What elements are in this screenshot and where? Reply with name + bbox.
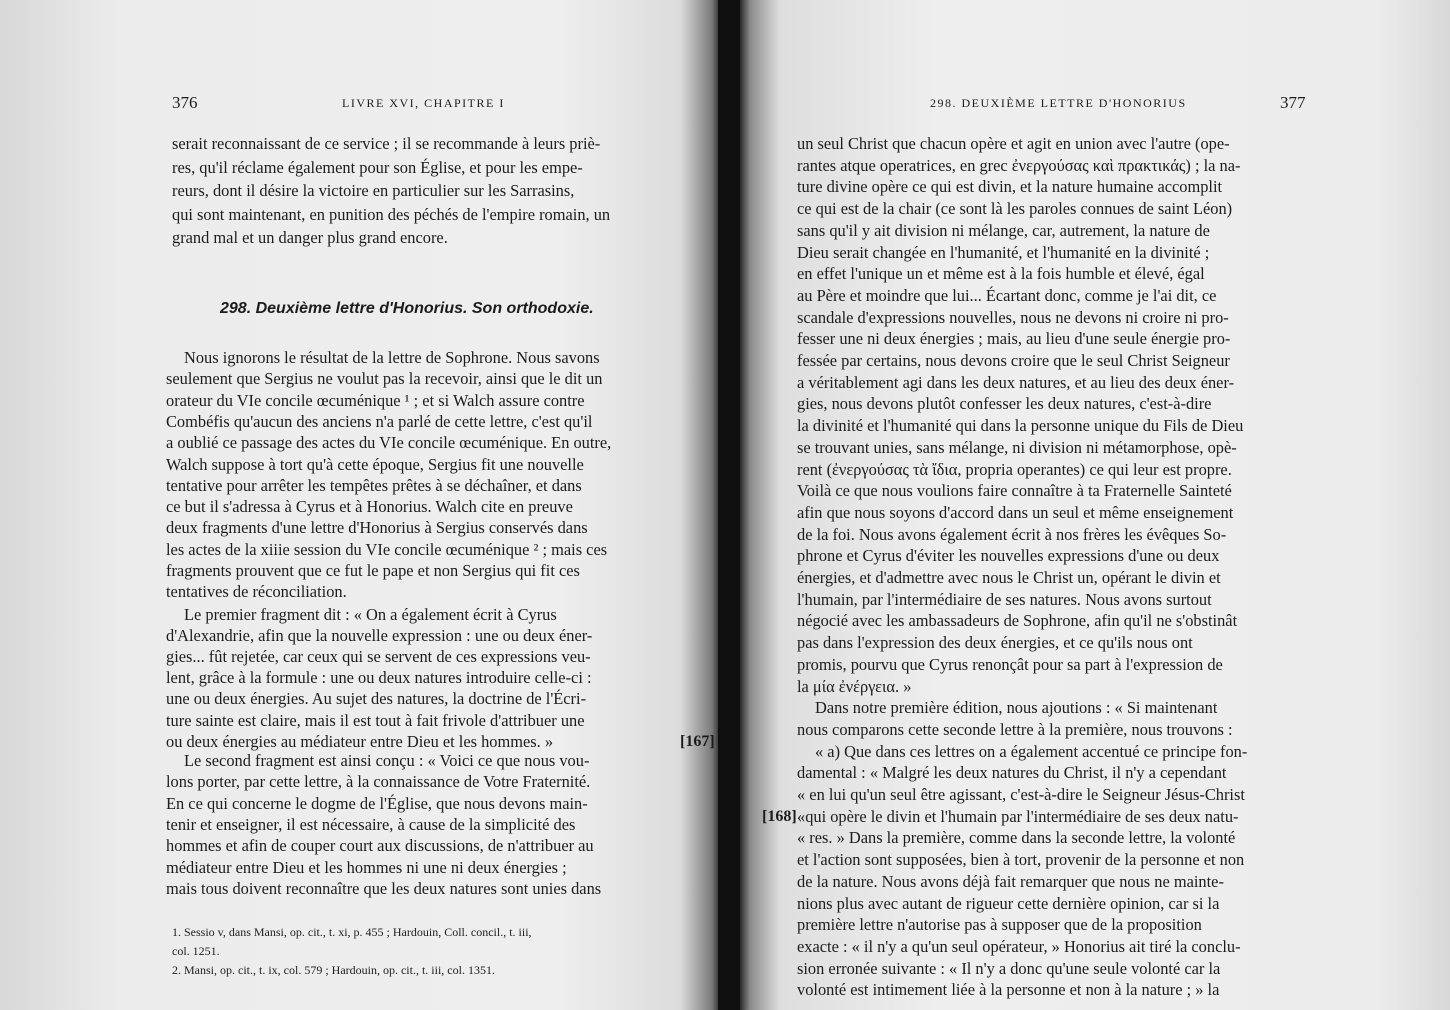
- text-line: énergies, et d'admettre avec nous le Christ un, opérant le divin et: [797, 568, 1221, 587]
- text-line: reurs, dont il désire la victoire en particulier sur les Sarrasins,: [172, 181, 575, 200]
- text-line: tentatives de réconciliation.: [166, 582, 347, 602]
- text-line: rantes atque operatrices, en grec ἐνεργούσας καὶ πρακτικάς) ; la na-: [797, 155, 1241, 175]
- text-line: seulement que Sergius ne voulut pas la recevoir, ainsi que le dit un: [166, 369, 603, 389]
- text-line: qui sont maintenant, en punition des péchés de l'empire romain, un: [172, 204, 611, 224]
- text-line: fragments prouvent que ce fut le pape et non Sergius qui fit ces: [166, 561, 580, 580]
- text-line: ture sainte est claire, mais il est tout à fait frivole d'attribuer une: [166, 710, 585, 730]
- text-line: de la nature. Nous avons déjà fait remarquer que nous ne mainte-: [797, 871, 1224, 891]
- text-line: scandale d'expressions nouvelles, nous ne devons ni croire ni pro-: [797, 307, 1229, 327]
- left-page: [0, 0, 720, 1010]
- text-line: pas dans l'expression des deux énergies, et ce qu'ils nous ont: [797, 633, 1193, 653]
- text-line: a oublié ce passage des actes du VIe concile œcuménique. En outre,: [166, 433, 612, 453]
- book-gutter: [718, 0, 742, 1010]
- text-line: afin que nous soyons d'accord dans un seul et même enseignement: [797, 502, 1234, 522]
- text-line: gies... fût rejetée, car ceux qui se servent de ces expressions veu-: [166, 647, 591, 667]
- text-line: tenir et enseigner, il est nécessaire, à cause de la simplicité des: [166, 814, 576, 834]
- text-line: rent (ἐνεργούσας τὰ ἴδια, propria operantes) ce qui leur est propre.: [797, 459, 1232, 479]
- page-number: 376: [172, 93, 198, 112]
- right-page: [740, 0, 1450, 1010]
- text-line: Dans notre première édition, nous ajoutions : « Si maintenant: [815, 698, 1218, 718]
- text-line: mais tous doivent reconnaître que les deux natures sont unies dans: [166, 878, 602, 898]
- running-header: LIVRE XVI, CHAPITRE I: [342, 96, 505, 110]
- text-line: nous comparons cette seconde lettre à la première, nous trouvons :: [797, 719, 1233, 739]
- text-line: en effet l'unique un et même est à la fois humble et élevé, égal: [797, 264, 1205, 284]
- text-line: Le premier fragment dit : « On a également écrit à Cyrus: [184, 605, 557, 624]
- text-line: les actes de la xiiie session du VIe concile œcuménique ² ; mais ces: [166, 539, 608, 559]
- text-line: deux fragments d'une lettre d'Honorius à Sergius conservés dans: [166, 518, 588, 538]
- text-line: ce qui est de la chair (ce sont là les paroles connues de saint Léon): [797, 199, 1233, 219]
- text-line: se trouvant unies, sans mélange, ni division ni métamorphose, opè-: [797, 437, 1237, 457]
- text-line: « a) Que dans ces lettres on a également accentué ce principe fon-: [815, 741, 1248, 761]
- text-line: Nous ignorons le résultat de la lettre de Sophrone. Nous savons: [184, 348, 600, 367]
- text-line: « res. » Dans la première, comme dans la seconde lettre, la volonté: [797, 828, 1236, 848]
- text-line: négocié avec les ambassadeurs de Sophrone, afin qu'il ne s'obstinât: [797, 611, 1238, 631]
- margin-marker: [168]: [762, 808, 797, 825]
- text-line: serait reconnaissant de ce service ; il se recommande à leurs priè-: [172, 134, 601, 153]
- text-line: En ce qui concerne le dogme de l'Église, que nous devons main-: [166, 793, 588, 813]
- text-line: Combéfis qu'aucun des anciens n'a parlé de cette lettre, c'est qu'il: [166, 411, 593, 431]
- text-line: phrone et Cyrus d'éviter les nouvelles expressions d'une ou deux: [797, 546, 1220, 566]
- text-line: première lettre n'autorise pas à supposer que de la proposition: [797, 915, 1202, 935]
- text-line: «qui opère le divin et l'humain par l'intermédiaire de ses deux natu-: [797, 806, 1239, 826]
- text-line: médiateur entre Dieu et les hommes ni une ni deux énergies ;: [166, 857, 567, 877]
- text-line: nions plus avec autant de rigueur cette dernière opinion, car si la: [797, 893, 1220, 913]
- text-line: de la foi. Nous avons également écrit à nos frères les évêques So-: [797, 524, 1227, 544]
- text-line: fessée par certains, nous devons croire que le seul Christ Seigneur: [797, 351, 1230, 370]
- text-line: au Père et moindre que lui... Écartant donc, comme je l'ai dit, ce: [797, 285, 1217, 305]
- text-line: un seul Christ que chacun opère et agit en union avec l'autre (ope-: [797, 134, 1230, 153]
- section-title: 298. Deuxième lettre d'Honorius. Son orthodoxie.: [220, 300, 594, 317]
- text-line: promis, pourvu que Cyrus renonçât pour sa part à l'expression de: [797, 654, 1223, 674]
- text-line: une ou deux énergies. Au sujet des natures, la doctrine de l'Écri-: [166, 689, 587, 709]
- text-line: d'Alexandrie, afin que la nouvelle expression : une ou deux éner-: [166, 626, 593, 646]
- text-line: grand mal et un danger plus grand encore.: [172, 228, 448, 247]
- footnote-line: col. 1251.: [172, 944, 220, 958]
- text-line: a véritablement agi dans les deux natures, et au lieu des deux éner-: [797, 372, 1235, 392]
- text-line: l'humain, par l'intermédiaire de ses natures. Nous avons surtout: [797, 589, 1212, 609]
- text-line: sans qu'il y ait division ni mélange, car, autrement, la nature de: [797, 220, 1210, 240]
- text-line: gies, nous devons plutôt confesser les deux natures, c'est-à-dire: [797, 394, 1212, 414]
- text-line: ce but il s'adressa à Cyrus et à Honorius. Walch cite en preuve: [166, 497, 573, 517]
- footnote-line: 1. Sessio v, dans Mansi, op. cit., t. xi, p. 455 ; Hardouin, Coll. concil., t. iii,: [172, 925, 532, 939]
- text-line: Dieu serait changée en l'humanité, et l'humanité en la divinité ;: [797, 242, 1210, 262]
- text-line: damental : « Malgré les deux natures du Christ, il n'y a cependant: [797, 763, 1227, 783]
- text-line: lent, grâce à la formule : une ou deux natures introduire celle-ci :: [166, 668, 592, 688]
- text-line: exacte : « il n'y a qu'un seul opérateur, » Honorius ait tiré la conclu-: [797, 936, 1241, 956]
- text-line: tentative pour arrêter les tempêtes prêtes à se déchaîner, et dans: [166, 475, 582, 495]
- text-line: Le second fragment est ainsi conçu : « Voici ce que nous vou-: [184, 751, 590, 770]
- text-line: la μία ἐνέργεια. »: [797, 676, 912, 696]
- text-line: Voilà ce que nous voulions faire connaître à ta Fraternelle Sainteté: [797, 481, 1232, 501]
- text-line: lons porter, par cette lettre, à la connaissance de Votre Fraternité.: [166, 772, 591, 792]
- text-line: orateur du VIe concile œcuménique ¹ ; et si Walch assure contre: [166, 390, 585, 410]
- text-line: ture divine opère ce qui est divin, et la nature humaine accomplit: [797, 177, 1223, 197]
- text-line: ou deux énergies au médiateur entre Dieu et les hommes. »: [166, 731, 554, 751]
- text-line: sion erronée suivante : « Il n'y a donc qu'une seule volonté car la: [797, 958, 1221, 978]
- running-header: 298. DEUXIÈME LETTRE D'HONORIUS: [930, 96, 1187, 110]
- text-line: fesser une ni deux énergies ; mais, au lieu d'une seule énergie pro-: [797, 329, 1231, 349]
- text-line: volonté est intimement liée à la personne et non à la nature ; » la: [797, 980, 1220, 1000]
- text-line: « en lui qu'un seul être agissant, c'est-à-dire le Seigneur Jésus-Christ: [797, 785, 1245, 804]
- margin-marker: [167]: [680, 733, 715, 750]
- page-number: 377: [1280, 93, 1306, 112]
- text-line: Walch suppose à tort qu'à cette époque, Sergius fit une nouvelle: [166, 454, 584, 474]
- text-line: res, qu'il réclame également pour son Église, et pour les empe-: [172, 157, 583, 177]
- text-line: et l'action sont supposées, bien à tort, provenir de la personne et non: [797, 850, 1245, 870]
- text-line: la divinité et l'humanité qui dans la personne unique du Fils de Dieu: [797, 416, 1244, 436]
- footnote-line: 2. Mansi, op. cit., t. ix, col. 579 ; Hardouin, op. cit., t. iii, col. 1351.: [172, 963, 495, 977]
- text-line: hommes et afin de couper court aux discussions, de n'attribuer au: [166, 836, 594, 856]
